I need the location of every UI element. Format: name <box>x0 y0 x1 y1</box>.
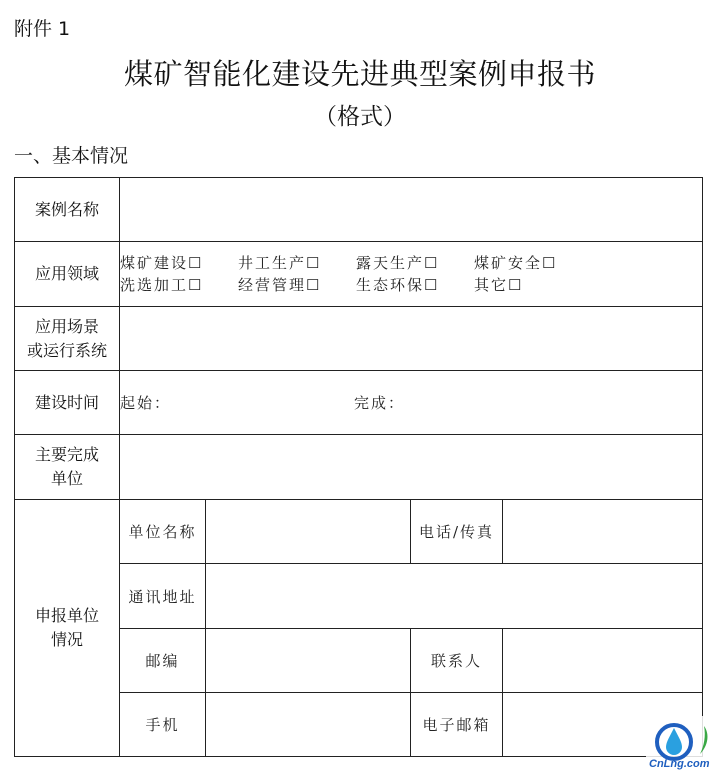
domain-option-coal-construction[interactable]: 煤矿建设☐ <box>120 254 204 272</box>
domain-option-other[interactable]: 其它☐ <box>474 276 524 294</box>
finish-label: 完成： <box>354 394 406 412</box>
domain-option-coal-washing[interactable]: 洗选加工☐ <box>120 276 204 294</box>
domain-option-open-pit-production[interactable]: 露天生产☐ <box>356 254 440 272</box>
mobile-label: 手机 <box>120 693 206 757</box>
case-name-label: 案例名称 <box>15 178 120 242</box>
email-label: 电子邮箱 <box>411 693 503 757</box>
row-construction-time <box>15 371 703 435</box>
postcode-label: 邮编 <box>120 629 206 693</box>
domain-option-mine-safety[interactable]: 煤矿安全☐ <box>474 254 558 272</box>
main-unit-label-line1: 主要完成 <box>34 445 99 464</box>
domain-options-row-1 <box>120 252 702 274</box>
scenario-field[interactable] <box>120 307 703 371</box>
row-main-unit <box>15 435 703 500</box>
phone-fax-field[interactable] <box>503 500 703 564</box>
domain-option-business-management[interactable]: 经营管理☐ <box>238 276 322 294</box>
application-domain-options <box>120 242 703 307</box>
address-field[interactable] <box>206 564 703 629</box>
domain-option-underground-production[interactable]: 井工生产☐ <box>238 254 322 272</box>
application-form-table <box>14 177 703 757</box>
row-application-domain <box>15 242 703 307</box>
contact-label: 联系人 <box>411 629 503 693</box>
construction-time-field <box>120 371 703 435</box>
postcode-field[interactable] <box>206 629 411 693</box>
watermark-logo <box>646 716 716 770</box>
row-case-name <box>15 178 703 242</box>
domain-options-row-2 <box>120 274 702 296</box>
start-label: 起始： <box>120 394 172 412</box>
main-unit-label-line2: 单位 <box>50 469 83 488</box>
phone-fax-label: 电话/传真 <box>411 500 503 564</box>
case-name-field[interactable] <box>120 178 703 242</box>
domain-option-ecology[interactable]: 生态环保☐ <box>356 276 440 294</box>
document-title: 煤矿智能化建设先进典型案例申报书 <box>123 57 596 91</box>
main-unit-label <box>15 435 120 500</box>
application-domain-label: 应用领域 <box>15 242 120 307</box>
applicant-label-line1: 申报单位 <box>34 606 99 625</box>
section-heading: 一、基本情况 <box>14 145 129 167</box>
applicant-label <box>15 500 120 757</box>
unit-name-field[interactable] <box>206 500 411 564</box>
applicant-label-line2: 情况 <box>50 630 83 649</box>
watermark-text: CnLng.com <box>649 758 710 770</box>
row-unit-name <box>15 500 703 564</box>
construction-time-label: 建设时间 <box>15 371 120 435</box>
scenario-label-line1: 应用场景 <box>34 316 99 336</box>
mobile-field[interactable] <box>206 693 411 757</box>
document-subtitle: （格式） <box>314 104 406 130</box>
scenario-label-line2: 或运行系统 <box>26 340 107 360</box>
row-scenario <box>15 307 703 371</box>
contact-field[interactable] <box>503 629 703 693</box>
main-unit-field[interactable] <box>120 435 703 500</box>
unit-name-label: 单位名称 <box>120 500 206 564</box>
address-label: 通讯地址 <box>120 564 206 629</box>
scenario-label <box>15 307 120 371</box>
attachment-label: 附件 1 <box>14 18 71 40</box>
